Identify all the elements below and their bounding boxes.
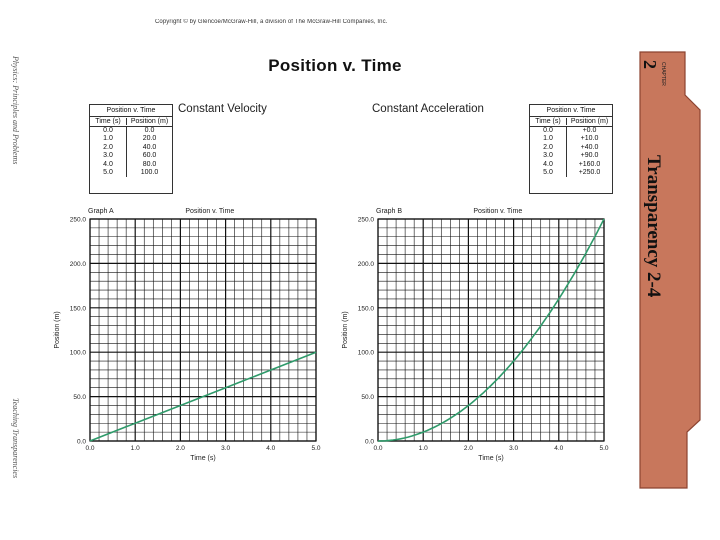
y-tick-label: 50.0 [361, 394, 374, 402]
table-cell: +10.0 [580, 135, 599, 143]
x-tick-label: 0.0 [85, 445, 95, 452]
x-tick-label: 1.0 [418, 445, 428, 452]
table-cell: 20.0 [142, 135, 157, 143]
table-cell: 2.0 [530, 144, 567, 152]
table-header-position: Position (m) [570, 118, 609, 125]
y-tick-label: 200.0 [69, 260, 86, 268]
table-header-time: Time (s) [90, 118, 127, 125]
y-tick-label: 150.0 [69, 305, 86, 313]
footer-label: Teaching Transparencies [11, 398, 20, 479]
x-tick-label: 4.0 [266, 445, 276, 452]
table-cell: 2.0 [90, 144, 127, 152]
table-cell: 80.0 [142, 160, 157, 168]
table-header-position: Position (m) [130, 118, 169, 125]
x-tick-label: 1.0 [130, 445, 140, 452]
x-tick-label: 5.0 [311, 445, 321, 452]
x-tick-label: 2.0 [463, 445, 473, 452]
y-axis-label: Position (m) [54, 311, 61, 349]
table-title: Position v. Time [530, 105, 612, 117]
y-tick-label: 100.0 [69, 349, 86, 357]
chapter-label: CHAPTER [660, 62, 666, 86]
table-cell: 60.0 [142, 152, 157, 160]
table-cell: 1.0 [530, 135, 567, 143]
table-cell: 100.0 [140, 169, 159, 177]
table-cell: 0.0 [144, 127, 155, 134]
table-cell: +160.0 [578, 160, 601, 168]
graph-title: Position v. Time [473, 208, 523, 215]
x-tick-label: 0.0 [373, 445, 383, 452]
subtitle-constant-acceleration: Constant Acceleration [372, 103, 484, 115]
page-title: Position v. Time [268, 56, 402, 75]
subtitle-constant-velocity: Constant Velocity [178, 103, 267, 115]
table-cell: +90.0 [580, 152, 599, 160]
table-cell: 0.0 [90, 127, 127, 135]
table-cell: 4.0 [90, 161, 127, 169]
y-tick-label: 50.0 [73, 394, 86, 402]
y-tick-label: 250.0 [357, 216, 374, 224]
x-tick-label: 5.0 [599, 445, 609, 452]
y-tick-label: 100.0 [357, 349, 374, 357]
x-axis-label: Time (s) [478, 455, 504, 462]
table-cell: 40.0 [142, 143, 157, 151]
table-cell: +0.0 [582, 127, 597, 134]
table-cell: +250.0 [578, 169, 601, 177]
copyright-notice: Copyright © by Glencoe/McGraw-Hill, a division of The McGraw-Hill Companies, Inc. [155, 19, 388, 25]
table-cell: 3.0 [90, 152, 127, 160]
y-tick-label: 0.0 [364, 438, 374, 446]
y-tick-label: 150.0 [357, 305, 374, 313]
y-tick-label: 200.0 [357, 260, 374, 268]
transparency-label: Transparency 2-4 [643, 155, 664, 298]
table-cell: 1.0 [90, 135, 127, 143]
x-axis-label: Time (s) [190, 455, 216, 462]
x-tick-label: 2.0 [175, 445, 185, 452]
table-cell: +40.0 [580, 143, 599, 151]
y-tick-label: 250.0 [69, 216, 86, 224]
table-cell: 5.0 [530, 169, 567, 177]
table-cell: 5.0 [90, 169, 127, 177]
table-title: Position v. Time [90, 105, 172, 117]
y-axis-label: Position (m) [342, 311, 349, 349]
book-title: Physics: Principles and Problems [11, 56, 20, 165]
table-cell: 0.0 [530, 127, 567, 135]
y-tick-label: 0.0 [76, 438, 86, 446]
table-cell: 3.0 [530, 152, 567, 160]
chapter-number: 2 [640, 60, 660, 69]
table-cell: 4.0 [530, 161, 567, 169]
graph-title: Position v. Time [185, 208, 235, 215]
graph-label: Graph A [88, 208, 114, 215]
x-tick-label: 4.0 [554, 445, 564, 452]
table-header-time: Time (s) [530, 118, 567, 125]
graph-label: Graph B [376, 208, 403, 215]
x-tick-label: 3.0 [509, 445, 519, 452]
x-tick-label: 3.0 [221, 445, 231, 452]
